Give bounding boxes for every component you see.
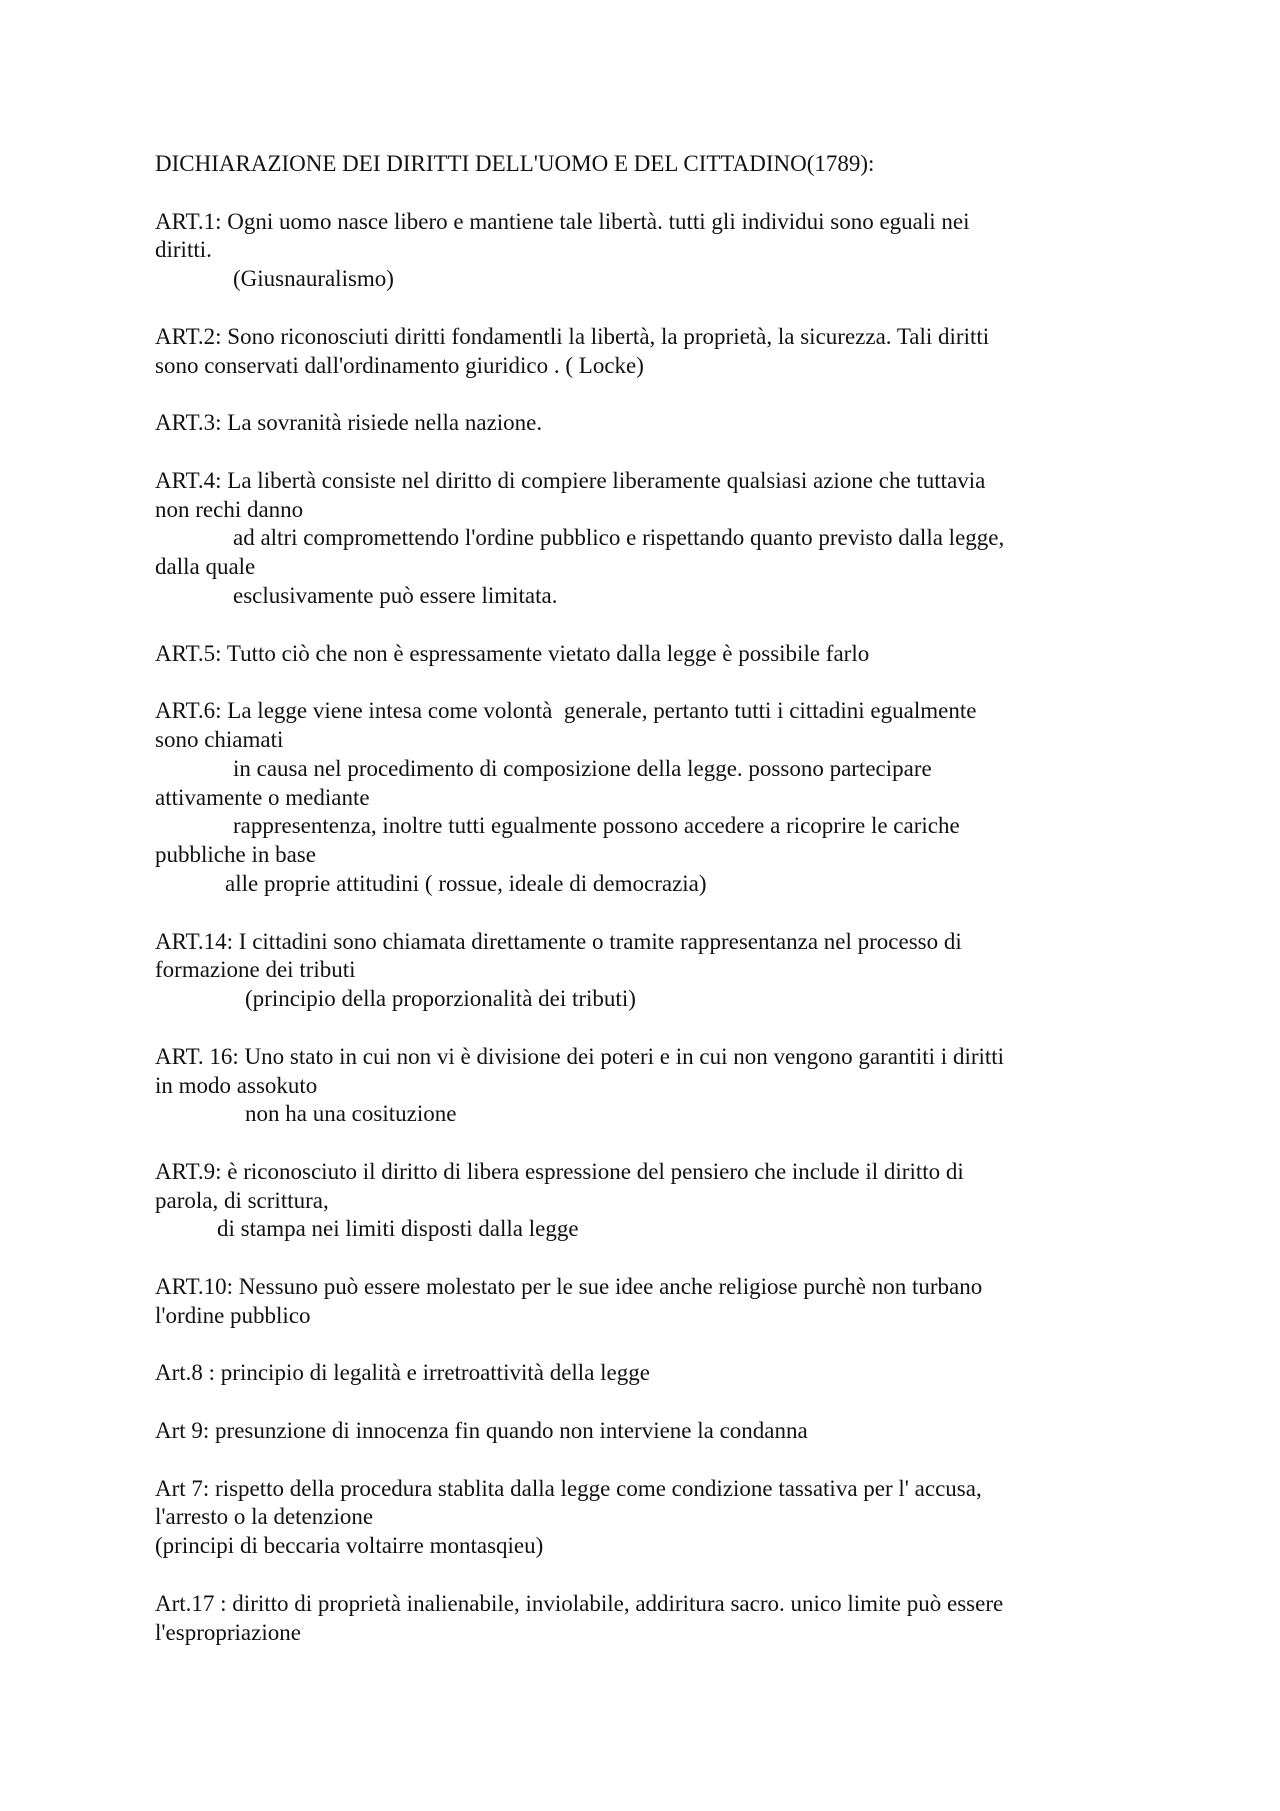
article-17-line-2: l'espropriazione: [155, 1619, 301, 1645]
article-14-line-2: formazione dei tributi: [155, 957, 356, 983]
article-6-line-4: attivamente o mediante: [155, 784, 370, 810]
article-7: [155, 1475, 1125, 1561]
article-2: [155, 323, 1125, 381]
article-10-line-2: l'ordine pubblico: [155, 1302, 311, 1328]
article-9-line-1: ART.9: è riconosciuto il diritto di libera espressione del pensiero che include il diritto di: [155, 1158, 964, 1184]
article-2-line-2: sono conservati dall'ordinamento giuridico . ( Locke): [155, 352, 644, 378]
article-5-line-1: ART.5: Tutto ciò che non è espressamente vietato dalla legge è possibile farlo: [155, 640, 870, 666]
article-8: [155, 1359, 1125, 1388]
article-10: [155, 1273, 1125, 1331]
article-6-line-2: sono chiamati: [155, 726, 284, 752]
article-4-line-5: esclusivamente può essere limitata.: [233, 582, 558, 608]
article-4-line-1: ART.4: La libertà consiste nel diritto di compiere liberamente qualsiasi azione che tuttavia: [155, 467, 986, 493]
article-16: [155, 1043, 1125, 1129]
document-page: [155, 150, 1125, 1676]
article-1-note: (Giusnauralismo): [233, 266, 394, 292]
article-9-innocence-line-1: Art 9: presunzione di innocenza fin quando non interviene la condanna: [155, 1418, 808, 1444]
article-9-expression: [155, 1158, 1125, 1244]
article-5: [155, 640, 1125, 669]
document-title: [155, 150, 1125, 179]
article-8-line-1: Art.8 : principio di legalità e irretroattività della legge: [155, 1360, 650, 1386]
article-6: [155, 697, 1125, 899]
article-9-innocence: [155, 1417, 1125, 1446]
article-2-line-1: ART.2: Sono riconosciuti diritti fondamentli la libertà, la proprietà, la sicurezza. Tali diritti: [155, 323, 990, 349]
title-line: DICHIARAZIONE DEI DIRITTI DELL'UOMO E DEL CITTADINO(1789):: [155, 151, 875, 176]
article-17-line-1: Art.17 : diritto di proprietà inalienabile, inviolabile, addiritura sacro. unico limite può essere: [155, 1590, 1004, 1616]
article-6-line-1: ART.6: La legge viene intesa come volontà generale, pertanto tutti i cittadini egualmente: [155, 698, 977, 724]
article-14-note: (principio della proporzionalità dei tributi): [245, 986, 636, 1012]
article-7-line-2: l'arresto o la detenzione: [155, 1504, 374, 1530]
article-14: [155, 928, 1125, 1014]
article-9-line-3: di stampa nei limiti disposti dalla legge: [217, 1216, 579, 1242]
article-6-line-6: pubbliche in base: [155, 842, 316, 868]
article-6-line-3: in causa nel procedimento di composizione della legge. possono partecipare: [233, 755, 932, 781]
article-6-line-5: rappresentenza, inoltre tutti egualmente possono accedere a ricoprire le cariche: [233, 813, 960, 839]
article-10-line-1: ART.10: Nessuno può essere molestato per le sue idee anche religiose purchè non turbano: [155, 1274, 983, 1300]
article-7-line-1: Art 7: rispetto della procedura stablita dalla legge come condizione tassativa per l' accusa,: [155, 1475, 982, 1501]
article-16-line-2: in modo assokuto: [155, 1072, 318, 1098]
article-4-line-4: dalla quale: [155, 554, 256, 580]
article-17: [155, 1590, 1125, 1648]
article-1-line-2: diritti.: [155, 237, 212, 263]
article-4: [155, 467, 1125, 611]
article-6-line-7: alle proprie attitudini ( rossue, ideale di democrazia): [225, 870, 707, 896]
article-14-line-1: ART.14: I cittadini sono chiamata direttamente o tramite rappresentanza nel processo di: [155, 928, 962, 954]
article-16-line-1: ART. 16: Uno stato in cui non vi è divisione dei poteri e in cui non vengono garantiti i diritti: [155, 1043, 1005, 1069]
article-1: [155, 208, 1125, 294]
article-16-line-3: non ha una cosituzione: [245, 1101, 457, 1127]
article-3: [155, 409, 1125, 438]
article-7-note: (principi di beccaria voltairre montasqieu): [155, 1533, 544, 1559]
article-3-line-1: ART.3: La sovranità risiede nella nazione.: [155, 410, 543, 436]
article-4-line-2: non rechi danno: [155, 496, 304, 522]
article-9-line-2: parola, di scrittura,: [155, 1187, 329, 1213]
article-1-line-1: ART.1: Ogni uomo nasce libero e mantiene tale libertà. tutti gli individui sono eguali nei: [155, 208, 970, 234]
article-4-line-3: ad altri compromettendo l'ordine pubblico e rispettando quanto previsto dalla legge,: [233, 525, 1005, 551]
